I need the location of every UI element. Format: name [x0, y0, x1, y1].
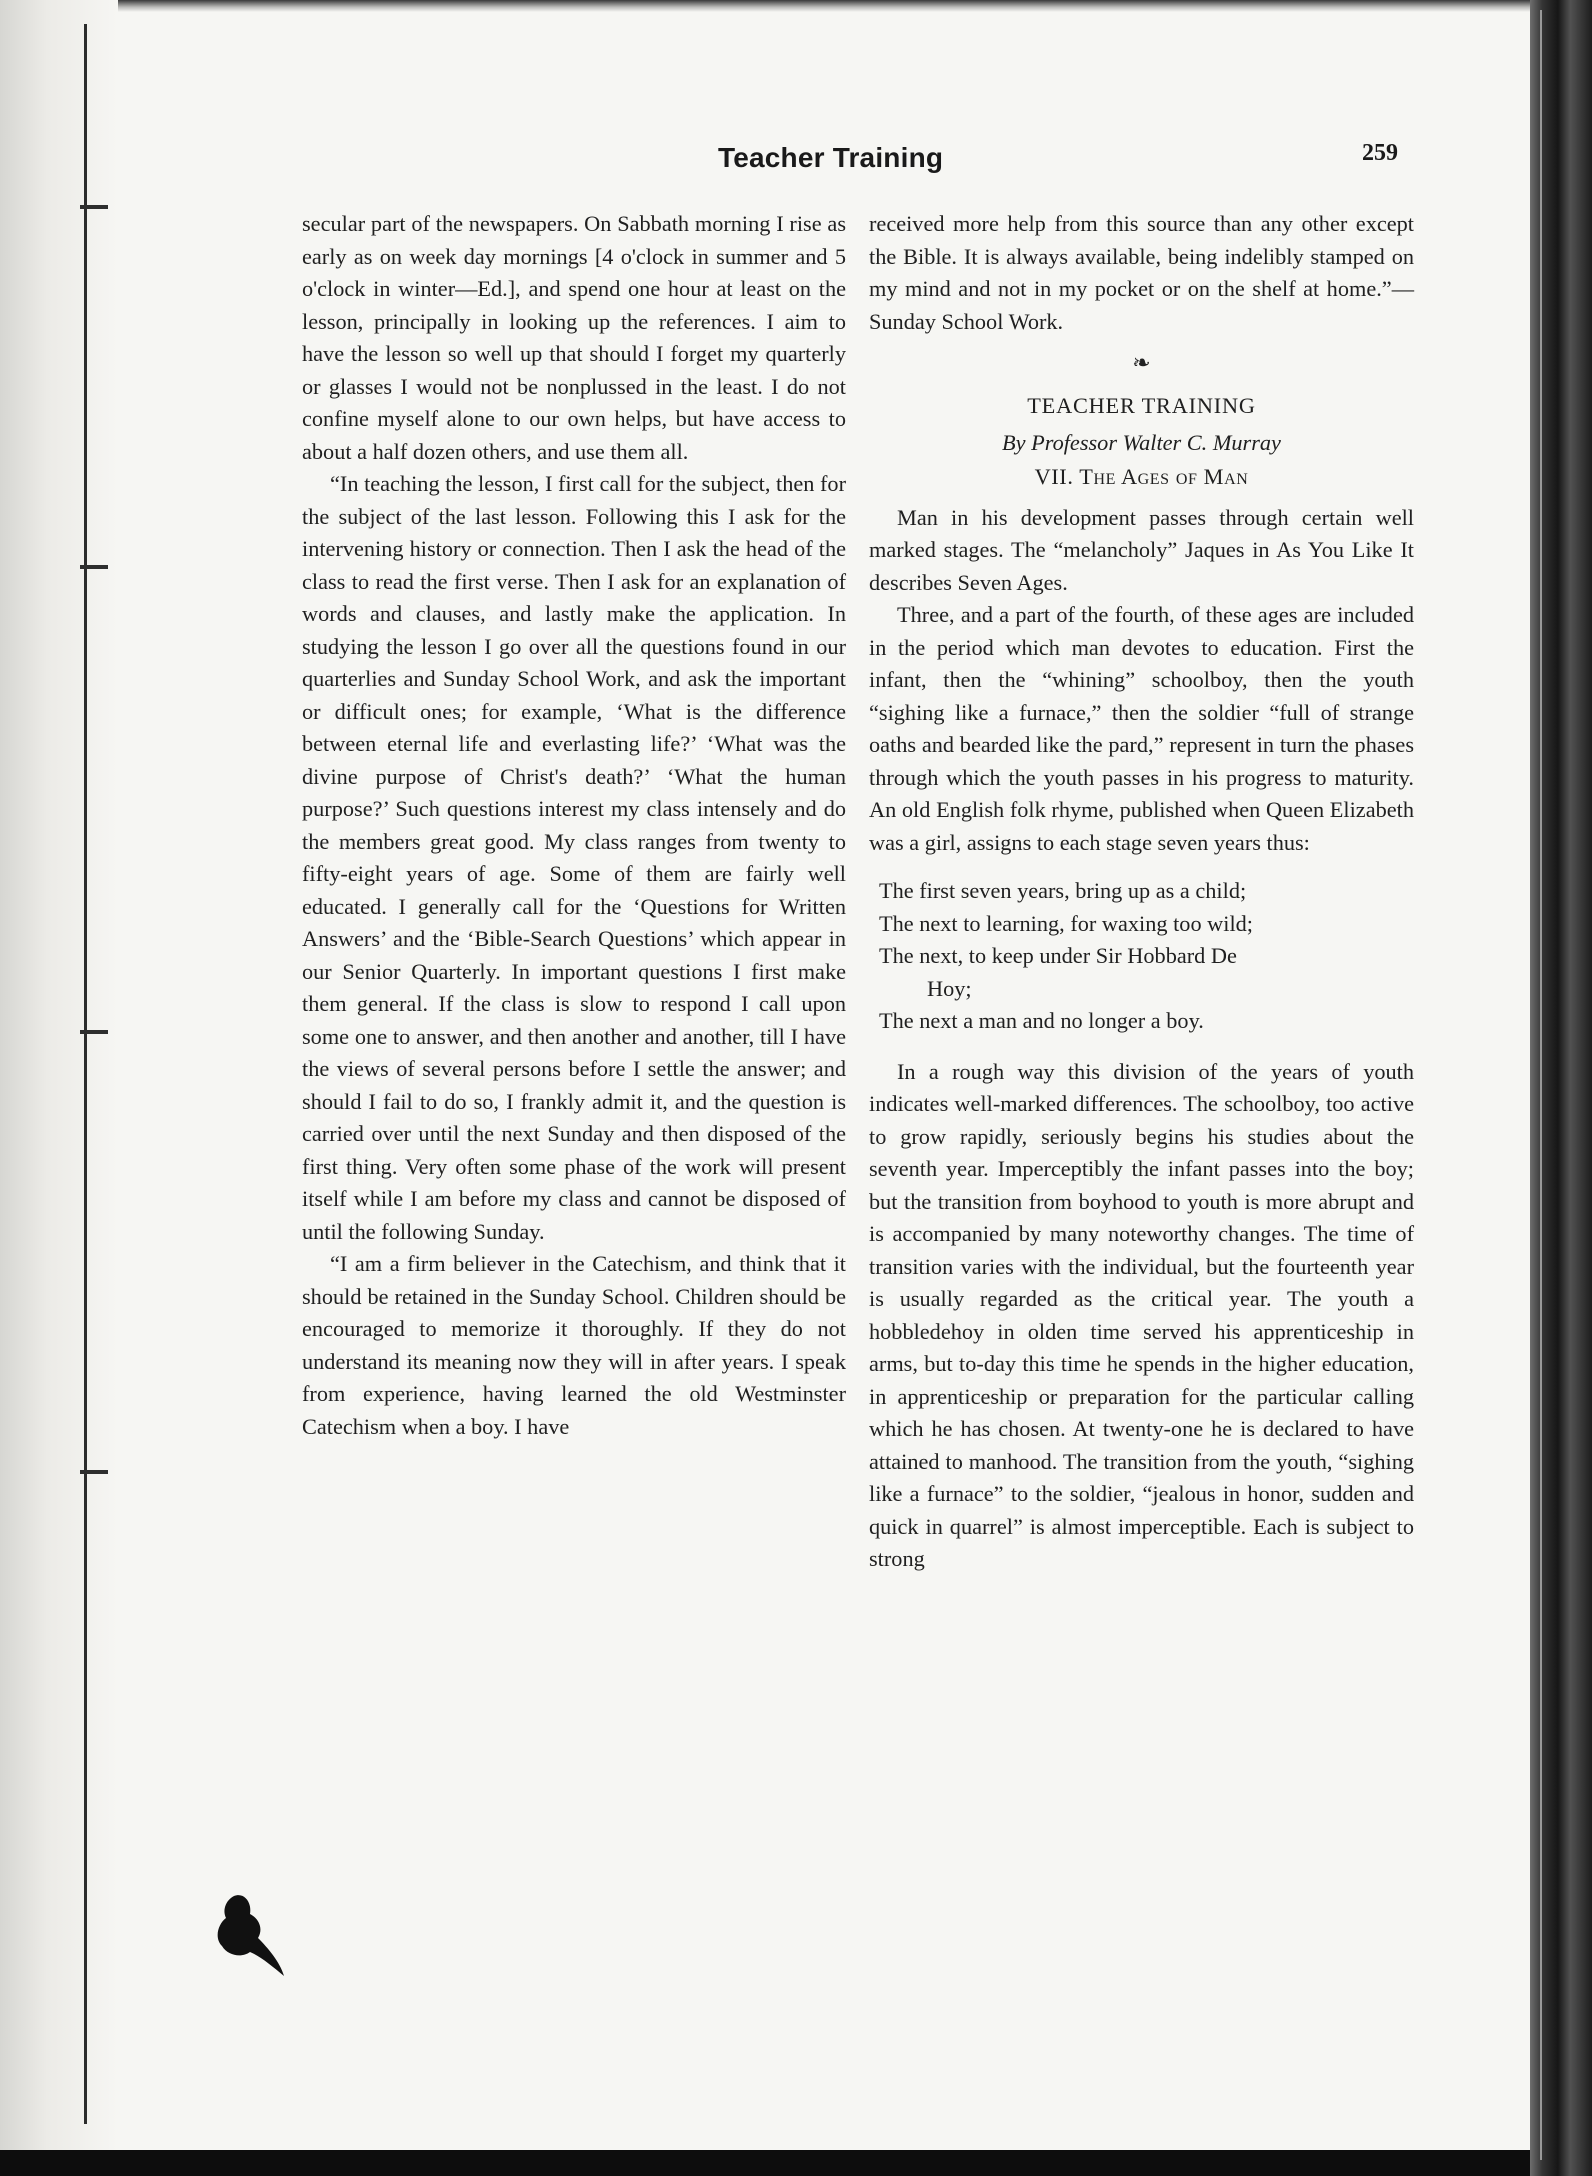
continuation-paragraph: received more help from this source than any other except the Bible. It is always available, being indelibly stamped on my mind and not in my pocket or on the shelf at home.”—Sunday School Work.	[869, 211, 1414, 334]
section-title: VII. The Ages of Man	[1034, 464, 1249, 489]
verse-line: The next, to keep under Sir Hobbard De	[879, 943, 1237, 968]
paragraph: “I am a firm believer in the Catechism, and think that it should be retained in the Sunday School. Children should be encouraged to memorize it thoroughly. If they do not understand its meaning now they will in after years. I speak from experience, having learned the old Westminster Catechism when a boy. I have	[302, 1251, 846, 1439]
running-head: Teacher Training	[718, 142, 944, 173]
binding-stitch-mark	[80, 205, 108, 209]
verse-line: The next a man and no longer a boy.	[879, 1008, 1204, 1033]
article-title: TEACHER TRAINING	[1027, 393, 1256, 418]
ink-blot	[214, 1892, 286, 1978]
ornament-icon: ❧	[1132, 350, 1151, 375]
paragraph: Man in his development passes through certain well marked stages. The “melancholy” Jaques in As You Like It describes Seven Ages.	[869, 504, 1414, 595]
binding-stitch-mark	[80, 565, 108, 569]
article-byline: By Professor Walter C. Murray	[1002, 429, 1281, 455]
binding-stitch-mark	[80, 1470, 108, 1474]
binding-gutter	[0, 0, 118, 2150]
page-top-shadow	[0, 0, 1530, 12]
page-number: 259	[1362, 140, 1398, 166]
binding-line	[84, 24, 87, 2124]
verse-line: Hoy;	[927, 975, 972, 1001]
verse-line: The first seven years, bring up as a child;	[879, 878, 1247, 903]
right-column	[869, 208, 1414, 1576]
verse-line: The next to learning, for waxing too wild;	[879, 910, 1254, 936]
book-edge-line	[1540, 10, 1542, 2160]
paragraph: “In teaching the lesson, I first call for the subject, then for the subject of the last lesson. Following this I ask for the intervening history or connection. Then I ask the head of the class to read the first verse. Then I ask for an explanation of words and clauses, and lastly make the application. In studying the lesson I go over all the questions found in our quarterlies and Sunday School Work, and ask the important or difficult ones; for example, ‘What is the difference between eternal life and everlasting life?’ ‘What was the divine purpose of Christ's death?’ ‘What the human purpose?’ Such questions interest my class intensely and do the members great good. My class ranges from twenty to fifty-eight years of age. Some of them are fairly well educated. I generally call for the ‘Questions for Written Answers’ and the ‘Bible-Search Questions’ which appear in our Senior Quarterly. In important questions I first make them general. If the class is slow to respond I call upon some one to answer, and then another and another, till I have the views of several persons before I settle the answer; and should I fail to do so, I frankly admit it, and the question is carried over until the next Sunday and then disposed of the first thing. Very often some phase of the work will present itself while I am before my class and cannot be disposed of until the following Sunday.	[302, 471, 846, 1244]
binding-stitch-mark	[80, 1030, 108, 1034]
paragraph: secular part of the newspapers. On Sabbath morning I rise as early as on week day mornings [4 o'clock in summer and 5 o'clock in winter—Ed.], and spend one hour at least on the lesson, principally in looking up the references. I aim to have the lesson so well up that should I forget my quarterly or glasses I would not be nonplussed in the least. I do not confine myself alone to our own helps, but have access to about a half dozen others, and use them all.	[302, 211, 846, 464]
paragraph: Three, and a part of the fourth, of these ages are included in the period which man devotes to education. First the infant, then the “whining” schoolboy, then the youth “sighing like a furnace,” then the soldier “full of strange oaths and bearded like the pard,” represent in turn the phases through which the youth passes in his progress to maturity. An old English folk rhyme, published when Queen Elizabeth was a girl, assigns to each stage seven years thus:	[869, 602, 1414, 855]
left-column	[302, 208, 846, 1443]
page-header	[0, 140, 1530, 190]
folk-rhyme	[879, 875, 1414, 1038]
paragraph: In a rough way this division of the years of youth indicates well-marked differences. The schoolboy, too active to grow rapidly, seriously begins his studies about the seventh year. Imperceptibly the infant passes into the boy; but the transition from boyhood to youth is more abrupt and is accompanied by many noteworthy changes. The time of transition varies with the individual, but the fourteenth year is usually regarded as the critical year. The youth a hobbledehoy in olden time served his apprenticeship in arms, but to-day this time he spends in the higher education, in apprenticeship or preparation for the particular calling which he has chosen. At twenty-one he is declared to have attained to manhood. The transition from the youth, “sighing like a furnace” to the soldier, “jealous in honor, sudden and quick in quarrel” is almost imperceptible. Each is subject to strong	[869, 1058, 1414, 1571]
